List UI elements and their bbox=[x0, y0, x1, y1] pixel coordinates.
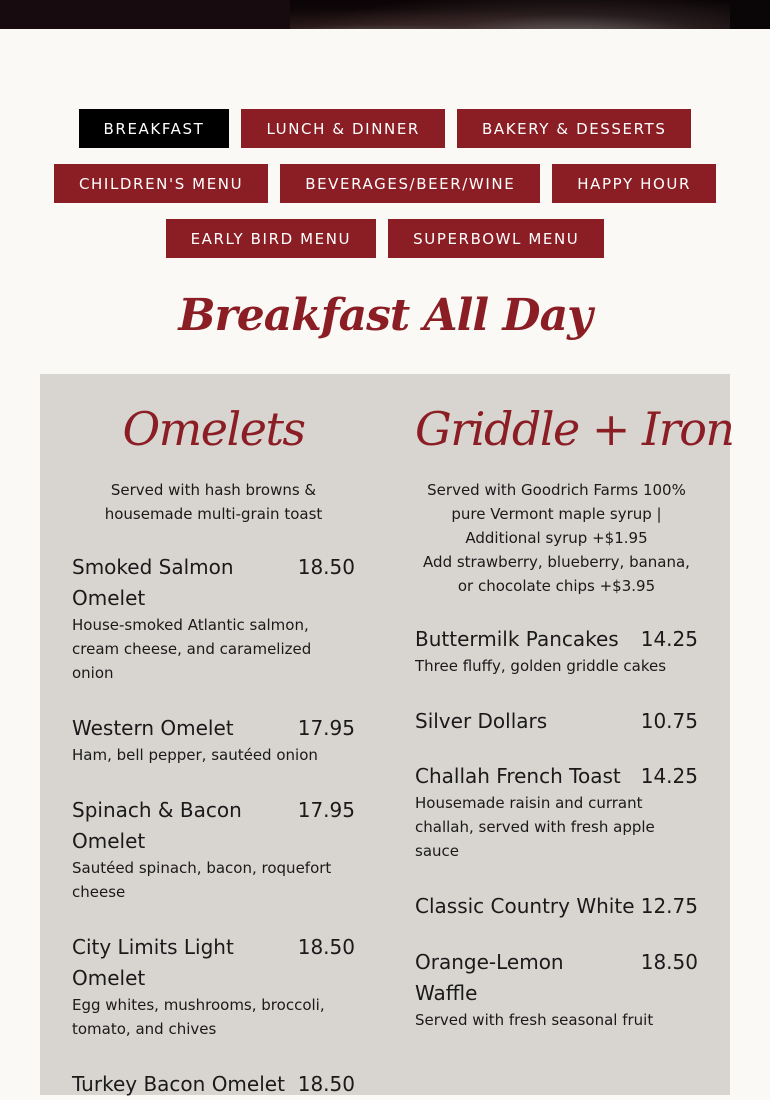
item-name: City Limits Light Omelet bbox=[72, 935, 234, 990]
menu-tabs-row-2 bbox=[0, 164, 770, 203]
tab-bakery-desserts[interactable]: BAKERY & DESSERTS bbox=[457, 109, 692, 148]
item-description: Ham, bell pepper, sautéed onion bbox=[72, 746, 318, 764]
item-description: Egg whites, mushrooms, broccoli, tomato, and chives bbox=[72, 996, 325, 1038]
hero-image bbox=[0, 0, 770, 29]
menu-item bbox=[72, 1069, 355, 1100]
menu-item bbox=[72, 552, 355, 685]
item-name: Silver Dollars bbox=[415, 709, 548, 733]
item-name: Western Omelet bbox=[72, 716, 234, 740]
item-name: Turkey Bacon Omelet bbox=[72, 1072, 285, 1096]
menu-item bbox=[415, 947, 698, 1032]
item-price: 17.95 bbox=[297, 716, 355, 740]
tab-superbowl-menu[interactable]: SUPERBOWL MENU bbox=[388, 219, 604, 258]
item-price: 18.50 bbox=[297, 935, 355, 959]
item-name: Orange-Lemon Waffle bbox=[415, 950, 564, 1005]
item-price: 14.25 bbox=[640, 627, 698, 651]
item-name: Smoked Salmon Omelet bbox=[72, 555, 234, 610]
section-note-line: Served with Goodrich Farms 100% pure Vermont maple syrup | Additional syrup +$1.95 bbox=[427, 481, 686, 547]
menu-item bbox=[72, 713, 355, 767]
hero-image-left-shade bbox=[0, 0, 290, 29]
section-title: Omelets bbox=[122, 402, 305, 456]
tab-happy-hour[interactable]: HAPPY HOUR bbox=[552, 164, 716, 203]
menu-item bbox=[72, 932, 355, 1041]
item-description: House-smoked Atlantic salmon, cream cheese, and caramelized onion bbox=[72, 616, 312, 682]
item-name: Buttermilk Pancakes bbox=[415, 627, 619, 651]
item-description: Sautéed spinach, bacon, roquefort cheese bbox=[72, 859, 332, 901]
section-note-line: Add strawberry, blueberry, banana, or chocolate chips +$3.95 bbox=[423, 553, 690, 595]
hero-image-right-shade bbox=[730, 0, 770, 29]
tab-childrens-menu[interactable]: CHILDREN'S MENU bbox=[54, 164, 268, 203]
menu-tabs-row-1 bbox=[0, 109, 770, 148]
menu-tabs bbox=[0, 109, 770, 274]
item-price: 18.50 bbox=[640, 950, 698, 974]
menu-item bbox=[415, 891, 698, 922]
section-omelets bbox=[72, 374, 355, 1100]
item-name: Challah French Toast bbox=[415, 764, 621, 788]
section-title: Griddle + Iron bbox=[415, 402, 734, 456]
item-name: Classic Country White bbox=[415, 894, 635, 918]
tab-beverages-beer-wine[interactable]: BEVERAGES/BEER/WINE bbox=[280, 164, 540, 203]
item-price: 18.50 bbox=[297, 555, 355, 579]
item-description: Served with fresh seasonal fruit bbox=[415, 1011, 654, 1029]
item-price: 17.95 bbox=[297, 798, 355, 822]
menu-item bbox=[415, 761, 698, 863]
menu-item bbox=[72, 795, 355, 904]
tab-lunch-dinner[interactable]: LUNCH & DINNER bbox=[241, 109, 445, 148]
page-title: Breakfast All Day bbox=[178, 290, 592, 341]
menu-panel bbox=[40, 374, 734, 1096]
menu-item bbox=[415, 624, 698, 678]
item-name: Spinach & Bacon Omelet bbox=[72, 798, 242, 853]
tab-early-bird-menu[interactable]: EARLY BIRD MENU bbox=[166, 219, 377, 258]
menu-tabs-row-3 bbox=[0, 219, 770, 258]
section-note: Served with hash browns & housemade multi-grain toast bbox=[104, 481, 323, 523]
item-description: Three fluffy, golden griddle cakes bbox=[415, 657, 667, 675]
section-griddle-iron bbox=[415, 374, 734, 1032]
item-price: 14.25 bbox=[640, 764, 698, 788]
hero-image-highlight bbox=[300, 0, 760, 29]
tab-breakfast[interactable]: BREAKFAST bbox=[79, 109, 230, 148]
item-price: 12.75 bbox=[640, 894, 698, 918]
item-price: 18.50 bbox=[297, 1072, 355, 1096]
section-note bbox=[415, 478, 698, 598]
item-price: 10.75 bbox=[640, 709, 698, 733]
menu-item bbox=[415, 706, 698, 737]
item-description: Housemade raisin and currant challah, served with fresh apple sauce bbox=[415, 794, 655, 860]
